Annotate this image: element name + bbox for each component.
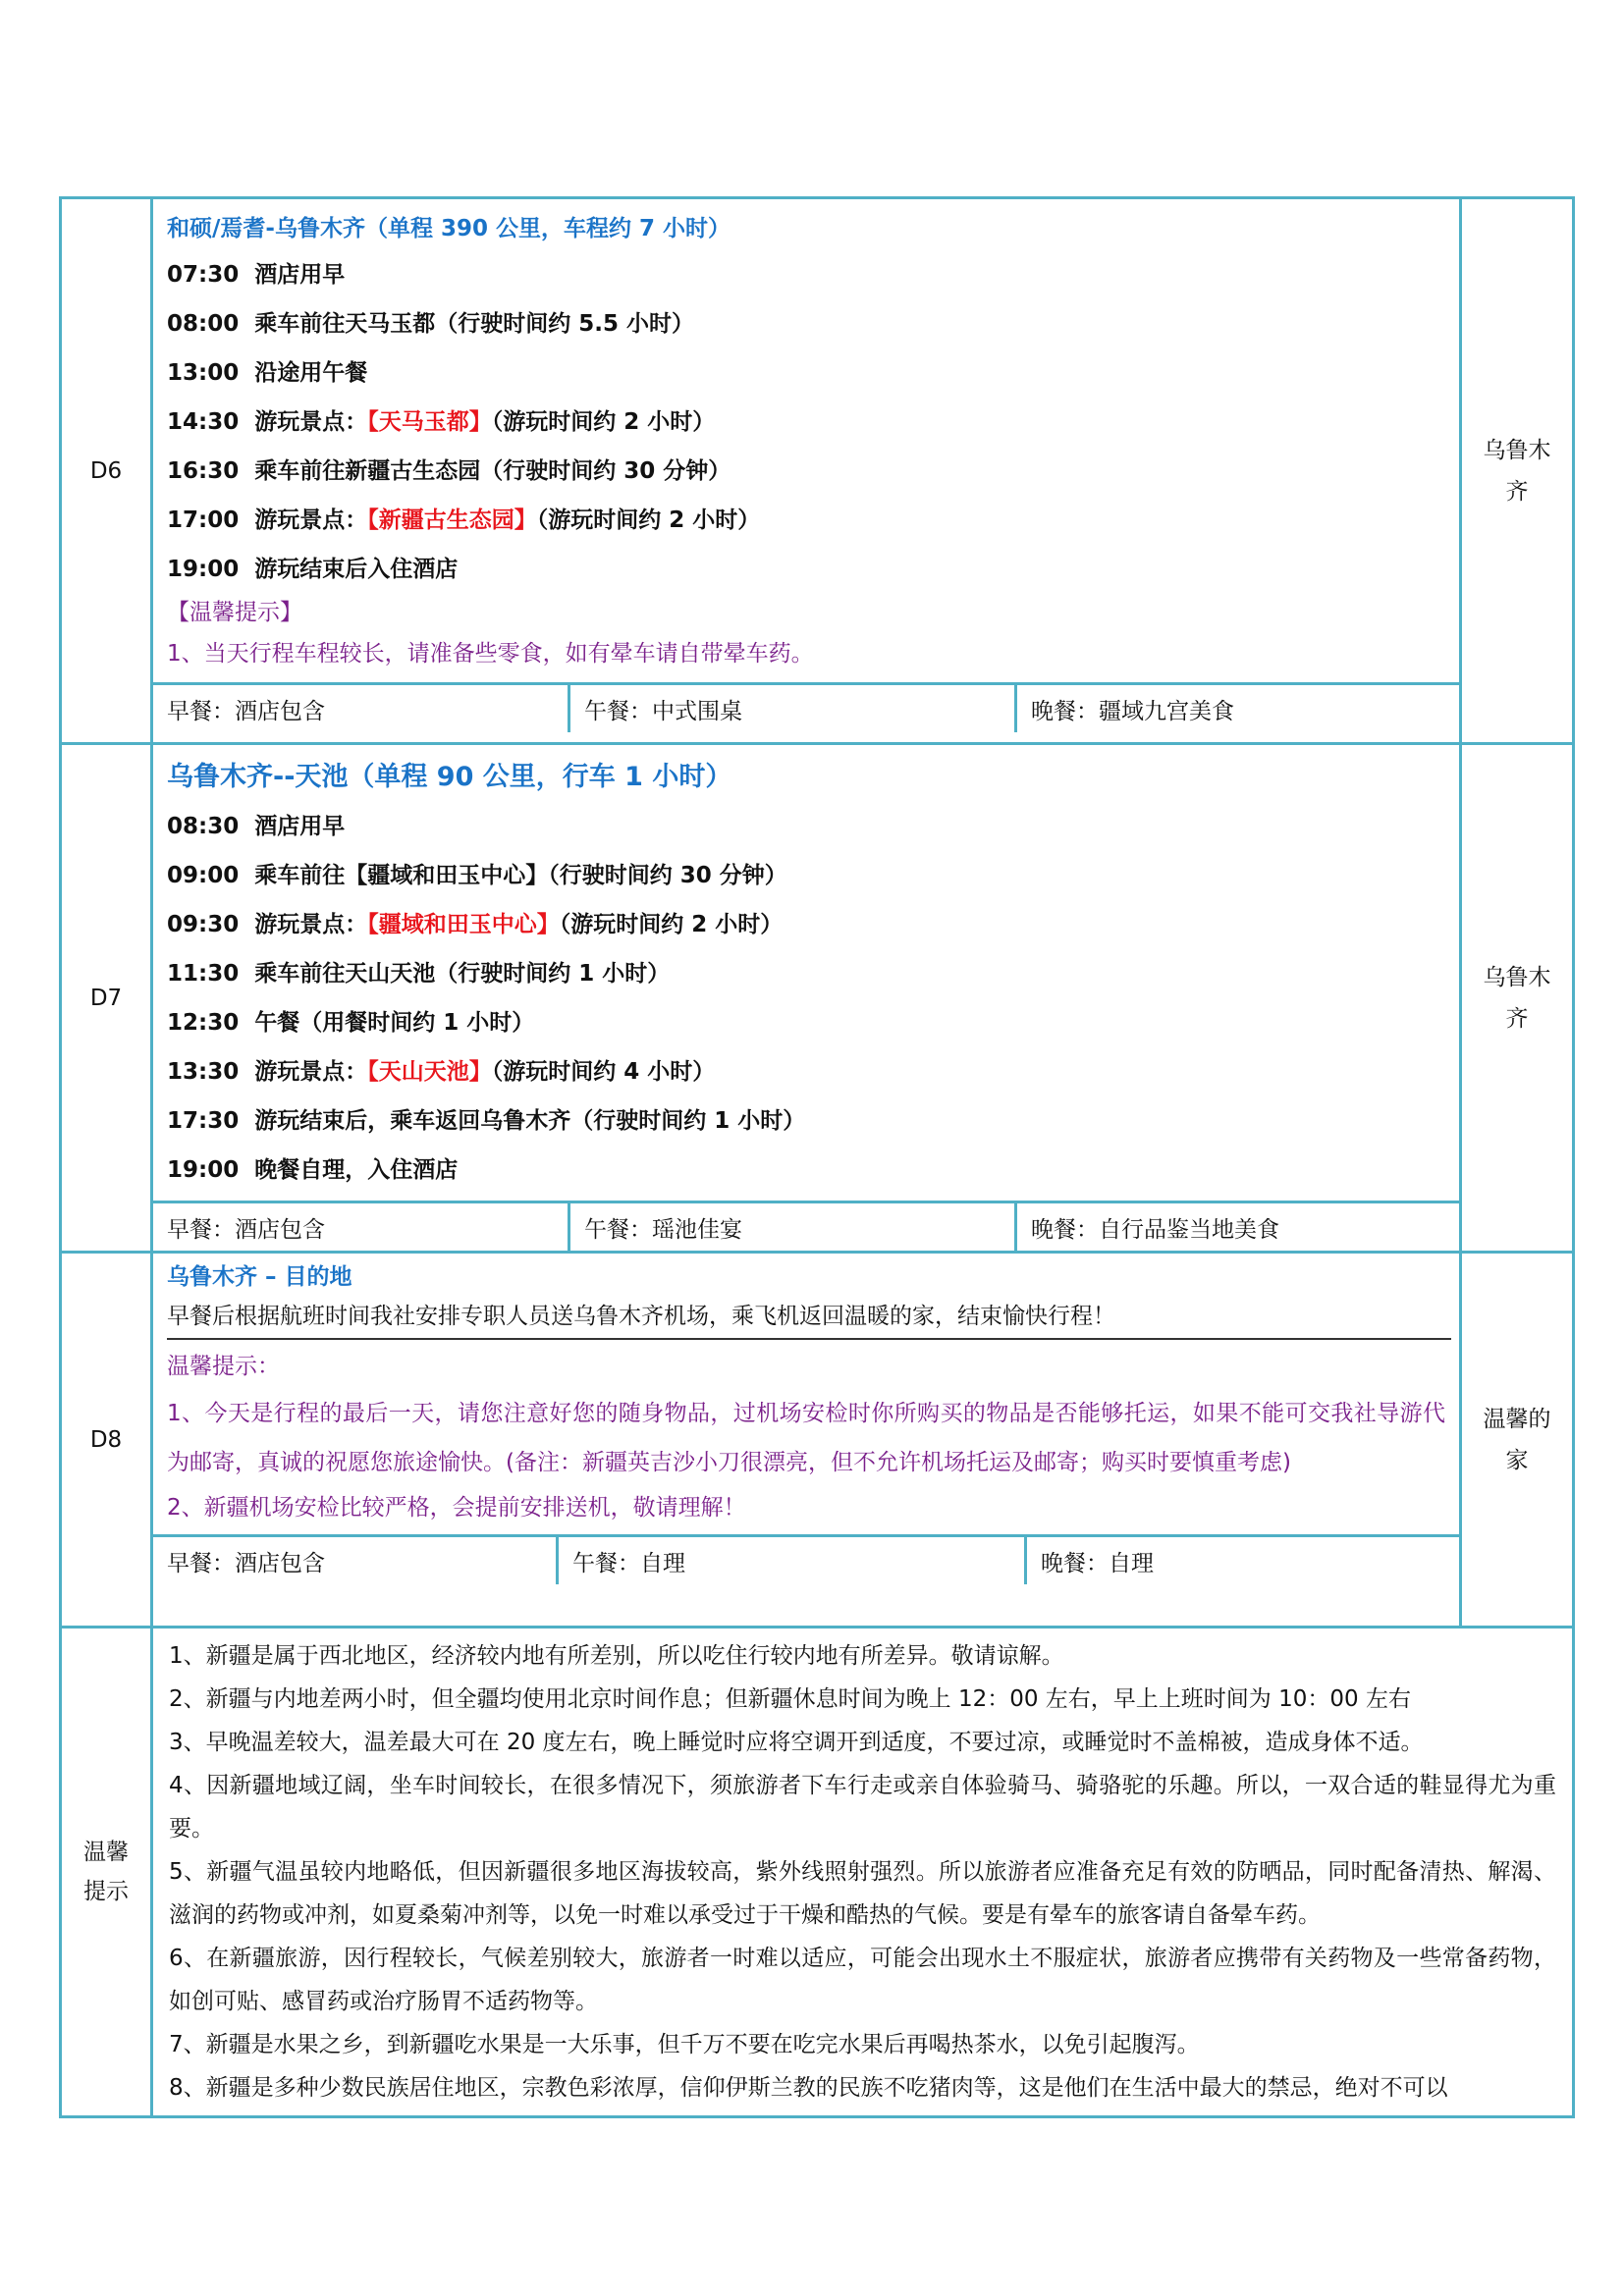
tip-text: 1、当天行程车程较长，请准备些零食，如有晕车请自带晕车药。 (167, 641, 814, 667)
notes-label: 温馨提示 (61, 1628, 152, 2117)
attraction-name: 【新疆古生态园】 (367, 507, 537, 533)
meals-row (153, 1201, 1459, 1251)
schedule-item: 08:30 酒店用早 (167, 814, 346, 839)
lunch: 午餐：自理 (558, 1536, 1026, 1585)
note-item: 8、新疆是多种少数民族居住地区，宗教色彩浓厚，信仰伊斯兰教的民族不吃猪肉等，这是他们在生活中最大的禁忌，绝对不可以 (169, 2075, 1448, 2101)
dinner: 晚餐：疆域九宫美食 (1016, 684, 1460, 733)
breakfast: 早餐：酒店包含 (167, 1216, 325, 1243)
attraction-name: 【疆域和田玉中心】 (367, 912, 560, 937)
divider (167, 1338, 1451, 1340)
note-item: 3、早晚温差较大，温差最大可在 20 度左右，晚上睡觉时应将空调开到适度，不要过凉，或睡觉时不盖棉被，造成身体不适。 (169, 1730, 1424, 1755)
day-content (152, 744, 1461, 1253)
meals-row (153, 682, 1459, 732)
day-content (152, 1253, 1461, 1628)
note-item: 5、新疆气温虽较内地略低，但因新疆很多地区海拔较高，紫外线照射强烈。所以旅游者应准备充足有效的防晒品，同时配备清热、解渴、滋润的药物或冲剂，如夏桑菊冲剂等，以免一时难以承受过于干燥和酷热的气候。要是有晕车的旅客请自备晕车药。 (169, 1859, 1556, 1928)
schedule-item: 09:30 游玩景点：【疆域和田玉中心】（游玩时间约 2 小时） (167, 912, 784, 937)
breakfast: 早餐：酒店包含 (167, 698, 325, 724)
breakfast: 早餐：酒店包含 (167, 1550, 325, 1576)
day-row-d7 (61, 744, 1574, 1253)
note-item: 2、新疆与内地差两小时，但全疆均使用北京时间作息；但新疆休息时间为晚上 12：00 左右，早上上班时间为 10：00 左右 (169, 1686, 1411, 1712)
lunch: 午餐：中式围桌 (569, 684, 1016, 733)
schedule-item: 09:00 乘车前往【疆域和田玉中心】（行驶时间约 30 分钟） (167, 863, 787, 888)
dinner: 晚餐：自理 (1026, 1536, 1460, 1585)
attraction-name: 【天山天池】 (367, 1059, 492, 1085)
notes-content (152, 1628, 1574, 2117)
route-title: 乌鲁木齐 – 目的地 (167, 1264, 352, 1290)
notes-row (61, 1628, 1574, 2117)
schedule-item: 19:00 晚餐自理，入住酒店 (167, 1157, 459, 1183)
day-description: 早餐后根据航班时间我社安排专职人员送乌鲁木齐机场，乘飞机返回温暖的家，结束愉快行程！ (167, 1304, 1115, 1329)
attraction-name: 【天马玉都】 (367, 409, 492, 435)
note-item: 4、因新疆地域辽阔，坐车时间较长，在很多情况下，须旅游者下车行走或亲自体验骑马、骑骆驼的乐趣。所以，一双合适的鞋显得尤为重要。 (169, 1773, 1556, 1842)
day-row-d6 (61, 198, 1574, 744)
overnight-location: 温馨的家 (1461, 1253, 1574, 1628)
note-item: 7、新疆是水果之乡，到新疆吃水果是一大乐事，但千万不要在吃完水果后再喝热茶水，以免引起腹泻。 (169, 2032, 1200, 2057)
tip-text: 1、今天是行程的最后一天，请您注意好您的随身物品，过机场安检时你所购买的物品是否能够托运，如果不能可交我社导游代为邮寄，真诚的祝愿您旅途愉快。(备注：新疆英吉沙小刀很漂亮，但不允许机场托运及邮寄；购买时要慎重考虑) (167, 1401, 1445, 1475)
dinner: 晚餐：自行品鉴当地美食 (1016, 1202, 1460, 1252)
schedule-item: 07:30 酒店用早 (167, 262, 346, 288)
schedule-item: 17:30 游玩结束后，乘车返回乌鲁木齐（行驶时间约 1 小时） (167, 1108, 806, 1134)
schedule-item: 08:00 乘车前往天马玉都（行驶时间约 5.5 小时） (167, 311, 694, 337)
day-row-d8 (61, 1253, 1574, 1628)
route-title: 和硕/焉耆-乌鲁木齐（单程 390 公里，车程约 7 小时） (167, 216, 731, 241)
schedule-item: 17:00 游玩景点：【新疆古生态园】（游玩时间约 2 小时） (167, 507, 761, 533)
schedule-item: 19:00 游玩结束后入住酒店 (167, 557, 459, 582)
day-label: D8 (61, 1253, 152, 1628)
schedule-item: 14:30 游玩景点：【天马玉都】（游玩时间约 2 小时） (167, 409, 716, 435)
tip-text: 2、新疆机场安检比较严格，会提前安排送机，敬请理解！ (167, 1495, 746, 1521)
note-item: 1、新疆是属于西北地区，经济较内地有所差别，所以吃住行较内地有所差异。敬请谅解。 (169, 1643, 1064, 1669)
route-title: 乌鲁木齐--天池（单程 90 公里，行车 1 小时） (167, 762, 732, 792)
overnight-location: 乌鲁木齐 (1461, 744, 1574, 1253)
note-item: 6、在新疆旅游，因行程较长，气候差别较大，旅游者一时难以适应，可能会出现水土不服症状，旅游者应携带有关药物及一些常备药物，如创可贴、感冒药或治疗肠胃不适药物等。 (169, 1946, 1556, 2014)
schedule-item: 13:00 沿途用午餐 (167, 360, 368, 386)
schedule-item: 13:30 游玩景点：【天山天池】（游玩时间约 4 小时） (167, 1059, 716, 1085)
day-label: D6 (61, 198, 152, 744)
day-label: D7 (61, 744, 152, 1253)
lunch: 午餐：瑶池佳宴 (569, 1202, 1016, 1252)
meals-row (153, 1534, 1459, 1584)
schedule-item: 12:30 午餐（用餐时间约 1 小时） (167, 1010, 535, 1036)
tip-title: 温馨提示： (167, 1354, 280, 1379)
overnight-location: 乌鲁木齐 (1461, 198, 1574, 744)
schedule-item: 16:30 乘车前往新疆古生态园（行驶时间约 30 分钟） (167, 458, 731, 484)
day-content (152, 198, 1461, 744)
itinerary-table (59, 196, 1575, 2118)
schedule-item: 11:30 乘车前往天山天池（行驶时间约 1 小时） (167, 961, 671, 987)
tip-title: 【温馨提示】 (167, 600, 302, 625)
